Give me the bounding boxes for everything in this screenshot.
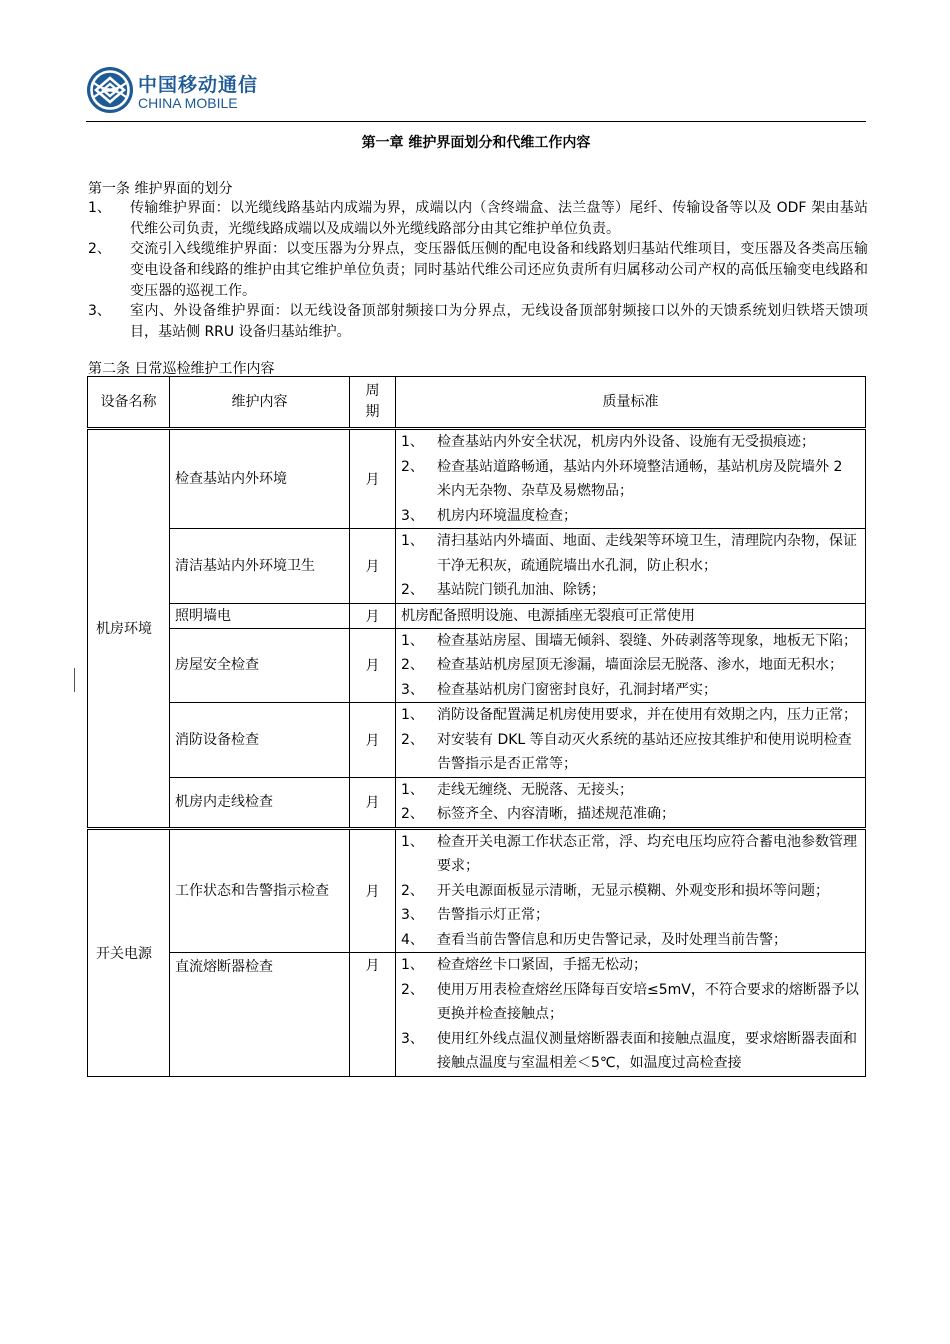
- standard-text: 开关电源面板显示清晰，无显示模糊、外观变形和损坏等问题；: [437, 882, 829, 899]
- standard-line: [401, 578, 860, 603]
- row-standard: [396, 703, 866, 778]
- standard-number: 2、: [401, 806, 424, 822]
- header-quality-standard: 质量标准: [396, 377, 866, 429]
- standard-number: 3、: [401, 907, 424, 923]
- standard-line: [401, 778, 860, 803]
- standard-number: 1、: [401, 707, 424, 723]
- standard-text: 检查基站机房门窗密封良好，孔洞封堵严实；: [437, 681, 717, 698]
- standard-text: 告警指示灯正常；: [437, 907, 549, 923]
- row-standard: [396, 429, 866, 529]
- standard-line: [401, 879, 860, 904]
- standard-line: [401, 455, 860, 504]
- row-item: 照明墙电: [170, 603, 350, 628]
- article2-heading: 第二条 日常巡检维护工作内容: [88, 361, 275, 377]
- group-name-cell: [88, 828, 170, 1076]
- table-row: [88, 777, 866, 828]
- standard-text: 基站院门锁孔加油、除锈；: [437, 582, 605, 598]
- standard-line: [401, 953, 860, 978]
- row-cycle: 月: [350, 529, 396, 604]
- standard-text: 检查基站内外安全状况，机房内外设备、设施有无受损痕迹；: [437, 434, 815, 450]
- standard-text: 检查开关电源工作状态正常，浮、均充电压均应符合蓄电池参数管理要求；: [437, 833, 857, 874]
- row-item: 消防设备检查: [170, 703, 350, 778]
- article1-item: [88, 198, 868, 240]
- row-standard: [396, 953, 866, 1077]
- standard-text: 使用万用表检查熔丝压降每百安培≤5mV，不符合要求的熔断器予以更换并检查接触点；: [437, 981, 859, 1022]
- table-row: [88, 628, 866, 703]
- standard-line: [401, 928, 860, 953]
- standard-text: 消防设备配置满足机房使用要求，并在使用有效期之内，压力正常；: [437, 707, 857, 723]
- standard-line: [401, 629, 860, 654]
- standard-line: [401, 978, 860, 1027]
- row-item: 直流熔断器检查: [170, 953, 350, 1077]
- standard-number: 2、: [401, 582, 424, 598]
- standard-line: [401, 653, 860, 678]
- standard-number: 1、: [401, 781, 424, 798]
- row-cycle: 月: [350, 953, 396, 1077]
- standard-number: 2、: [401, 882, 424, 899]
- standard-text: 检查熔丝卡口紧固，手摇无松动；: [437, 957, 647, 973]
- standard-number: 1、: [401, 632, 424, 649]
- standard-number: 4、: [401, 931, 424, 948]
- logo-text-en: CHINA MOBILE: [138, 95, 238, 111]
- standard-line: [401, 703, 860, 728]
- header-cycle: [350, 377, 396, 429]
- header-cycle-label: 周期: [365, 383, 380, 420]
- standard-number: 2、: [401, 731, 424, 748]
- logo-text-cn: 中国移动通信: [138, 74, 259, 96]
- standard-line: [401, 504, 860, 529]
- item-text: 室内、外设备维护界面：以无线设备顶部射频接口为分界点，无线设备顶部射频接口以外的天馈系统划归铁塔天馈项目，基站侧 RRU 设备归基站维护。: [130, 303, 868, 340]
- standard-text: 走线无缠绕、无脱落、无接头；: [437, 781, 633, 798]
- group-name-cell: [88, 429, 170, 829]
- row-cycle: 月: [350, 777, 396, 828]
- table-row: [88, 429, 866, 529]
- table-row: [88, 529, 866, 604]
- standard-text: 检查基站道路畅通，基站内外环境整洁通畅，基站机房及院墙外 2 米内无杂物、杂草及易燃物品；: [437, 458, 843, 499]
- standard-line: [401, 728, 860, 777]
- article1-item: [88, 239, 868, 302]
- group-name: 机房环境: [96, 621, 152, 638]
- standard-line: [401, 1027, 860, 1076]
- item-number: 3、: [88, 303, 111, 319]
- table-row: [88, 953, 866, 1077]
- header-equipment-name: 设备名称: [88, 377, 170, 429]
- row-item: 检查基站内外环境: [170, 429, 350, 529]
- standard-line: [401, 430, 860, 455]
- standard-number: 2、: [401, 657, 424, 673]
- standard-text: 检查基站房屋、围墙无倾斜、裂缝、外砖剥落等现象，地板无下陷；: [437, 632, 857, 649]
- standard-text: 机房内环境温度检查；: [437, 507, 577, 524]
- article1-heading: 第一条 维护界面的划分: [88, 181, 233, 197]
- row-standard: [396, 628, 866, 703]
- standard-number: 1、: [401, 533, 424, 549]
- item-number: 2、: [88, 241, 111, 257]
- standard-line: [401, 802, 860, 827]
- item-text: 交流引入线缆维护界面：以变压器为分界点，变压器低压侧的配电设备和线路划归基站代维项目，变压器及各类高压输变电设备和线路的维护由其它维护单位负责；同时基站代维公司还应负责所有归属移动公司产权的高低压输变电线路和变压器的巡视工作。: [130, 241, 868, 299]
- table-row: [88, 603, 866, 628]
- row-standard: [396, 529, 866, 604]
- item-number: 1、: [88, 200, 111, 216]
- standard-number: 3、: [401, 681, 424, 698]
- row-cycle: 月: [350, 429, 396, 529]
- item-text: 传输维护界面：以光缆线路基站内成端为界，成端以内（含终端盒、法兰盘等）尾纤、传输设备等以及 ODF 架由基站代维公司负责，光缆线路成端以及成端以外光缆线路部分由其它维护单位负责。: [130, 200, 868, 237]
- margin-mark: [74, 668, 75, 692]
- row-standard: 机房配备照明设施、电源插座无裂痕可正常使用: [396, 603, 866, 628]
- row-cycle: 月: [350, 703, 396, 778]
- standard-text: 标签齐全、内容清晰，描述规范准确；: [437, 806, 675, 822]
- header-maintenance-content: 维护内容: [170, 377, 350, 429]
- row-item: 房屋安全检查: [170, 628, 350, 703]
- standard-number: 1、: [401, 957, 424, 973]
- header-divider: [86, 121, 866, 122]
- standard-number: 2、: [401, 981, 424, 998]
- standard-text: 查看当前告警信息和历史告警记录，及时处理当前告警；: [437, 931, 787, 948]
- row-item: 清洁基站内外环境卫生: [170, 529, 350, 604]
- table-header-row: [88, 377, 866, 429]
- maintenance-table: [87, 376, 866, 1077]
- row-cycle: 月: [350, 828, 396, 953]
- row-cycle: 月: [350, 603, 396, 628]
- article1-item: [88, 301, 868, 343]
- standard-line: [401, 830, 860, 879]
- standard-number: 1、: [401, 833, 424, 850]
- standard-text: 使用红外线点温仪测量熔断器表面和接触点温度，要求熔断器表面和接触点温度与室温相差＜5℃，如温度过高检查接: [437, 1030, 857, 1071]
- row-standard: [396, 828, 866, 953]
- standard-number: 3、: [401, 1030, 424, 1047]
- standard-line: [401, 903, 860, 928]
- chapter-title: 第一章 维护界面划分和代维工作内容: [361, 135, 591, 151]
- table-row: [88, 703, 866, 778]
- standard-text: 对安装有 DKL 等自动灭火系统的基站还应按其维护和使用说明检查告警指示是否正常等；: [437, 731, 852, 772]
- standard-line: [401, 678, 860, 703]
- standard-number: 3、: [401, 507, 424, 524]
- row-cycle: 月: [350, 628, 396, 703]
- standard-text: 清扫基站内外墙面、地面、走线架等环境卫生，清理院内杂物，保证干净无积灰，疏通院墙出水孔洞，防止积水；: [437, 533, 857, 574]
- standard-text: 检查基站机房屋顶无渗漏，墙面涂层无脱落、渗水，地面无积水；: [437, 657, 843, 673]
- row-item: 机房内走线检查: [170, 777, 350, 828]
- row-item: 工作状态和告警指示检查: [170, 828, 350, 953]
- table-row: [88, 828, 866, 953]
- china-mobile-logo-icon: [86, 66, 134, 114]
- page-header: [86, 66, 866, 122]
- row-standard: [396, 777, 866, 828]
- group-name: 开关电源: [96, 945, 152, 962]
- standard-number: 1、: [401, 434, 424, 450]
- standard-number: 2、: [401, 458, 424, 475]
- standard-line: [401, 529, 860, 578]
